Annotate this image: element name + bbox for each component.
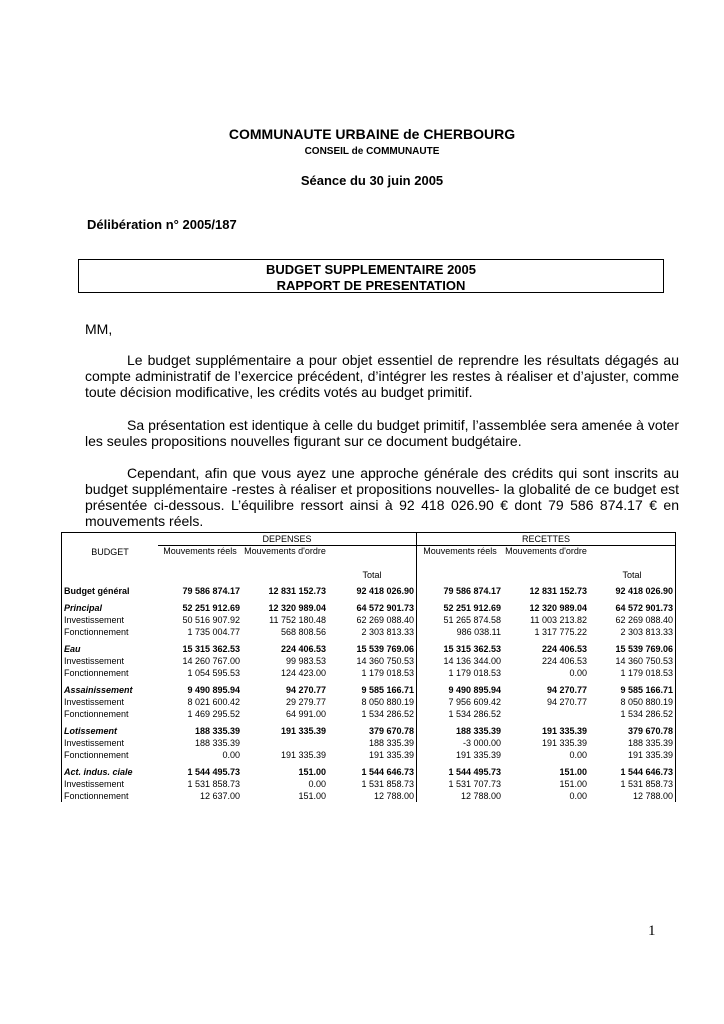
cell-value: 64 572 901.73 [328, 602, 417, 614]
cell-value: 1 531 858.73 [589, 778, 676, 790]
cell-value: 1 469 295.52 [187, 708, 240, 719]
paragraph: Le budget supplémentaire a pour objet essentiel de reprendre les résultats dégagés au compte administratif de l’exercice précédent, d’intégrer les restes à réaliser et d’ajuster, comme toute décision modificative, les crédits votés au budget primitif. [85, 352, 679, 400]
table-row [62, 614, 676, 626]
cell-value: 224 406.53 [280, 643, 326, 654]
row-label: Investissement [62, 696, 159, 708]
cell-value: 0.00 [569, 790, 587, 801]
cell-value: 1 544 495.73 [448, 766, 501, 777]
cell-value: 188 335.39 [328, 737, 417, 749]
recettes-header: RECETTES [417, 533, 676, 546]
cell-value: 14 360 750.53 [589, 655, 676, 667]
cell-value: 188 335.39 [455, 725, 501, 736]
cell-value [503, 708, 589, 720]
col-header: Mouvements d'ordre [244, 546, 326, 556]
table-header-row [62, 533, 676, 546]
table-section-row [62, 766, 676, 778]
budget-table [61, 532, 676, 802]
cell-value: 0.00 [308, 778, 326, 789]
cell-value: 12 320 989.04 [529, 602, 587, 613]
cell-value: 1 317 775.22 [534, 626, 587, 637]
session-date: Séance du 30 juin 2005 [300, 173, 444, 188]
row-label: Eau [62, 643, 159, 655]
cell-value: 9 490 895.94 [448, 684, 501, 695]
title-box [78, 259, 664, 293]
cell-value: 188 335.39 [589, 737, 676, 749]
cell-value: 12 788.00 [460, 790, 501, 801]
cell-value: 1 534 286.52 [589, 708, 676, 720]
paragraph: Cependant, afin que vous ayez une approche générale des crédits qui sont inscrits au budget supplémentaire -restes à réaliser et propositions nouvelles- la globalité de ce budget est présentée ci-dessous. L’équilibre ressort ainsi à 92 418 026.90 € dont 79 586 874.17 € en mouvements réels. [85, 465, 679, 529]
row-label: Investissement [62, 614, 159, 626]
cell-value: 9 490 895.94 [187, 684, 240, 695]
table-row [62, 778, 676, 790]
cell-value: 79 586 874.17 [182, 585, 240, 596]
col-header: Total [328, 546, 417, 580]
cell-value [242, 737, 328, 749]
cell-value: 7 956 609.42 [448, 696, 501, 707]
cell-value: 52 251 912.69 [182, 602, 240, 613]
paragraph: Sa présentation est identique à celle du budget primitif, l’assemblée sera amenée à voter les seules propositions nouvelles figurant sur ce document budgétaire. [85, 417, 679, 449]
cell-value: 11 003 213.82 [530, 614, 587, 625]
cell-value: 1 544 646.73 [328, 766, 417, 778]
cell-value: 224 406.53 [541, 643, 587, 654]
table-row [62, 696, 676, 708]
col-header: Mouvements réels [163, 546, 237, 556]
table-row [62, 655, 676, 667]
table-row [62, 749, 676, 761]
cell-value: -3 000.00 [462, 737, 501, 748]
cell-value: 1 534 286.52 [328, 708, 417, 720]
cell-value: 8 021 600.42 [187, 696, 240, 707]
cell-value: 568 808.56 [280, 626, 326, 637]
table-row [62, 708, 676, 720]
cell-value: 64 572 901.73 [589, 602, 676, 614]
cell-value: 52 251 912.69 [443, 602, 501, 613]
row-label: Investissement [62, 655, 159, 667]
cell-value: 986 038.11 [456, 626, 501, 637]
cell-value: 94 270.77 [546, 684, 587, 695]
deliberation-number: Délibération n° 2005/187 [87, 217, 237, 232]
cell-value: 1 531 858.73 [187, 778, 240, 789]
cell-value: 12 637.00 [199, 790, 240, 801]
cell-value: 51 265 874.58 [443, 614, 501, 625]
cell-value: 1 531 858.73 [328, 778, 417, 790]
table-row [62, 667, 676, 679]
salutation: MM, [85, 321, 113, 337]
table-section-row [62, 643, 676, 655]
table-row [62, 626, 676, 638]
table-section-row [62, 602, 676, 614]
cell-value: 1 179 018.53 [328, 667, 417, 679]
cell-value: 15 539 769.06 [589, 643, 676, 655]
page-number: 1 [648, 923, 656, 939]
cell-value: 1 534 286.52 [448, 708, 501, 719]
cell-value: 99 983.53 [285, 655, 326, 666]
cell-value: 12 831 152.73 [268, 585, 326, 596]
row-label: Act. indus. ciale [62, 766, 159, 778]
cell-value: 124 423.00 [280, 667, 326, 678]
cell-value: 191 335.39 [280, 725, 326, 736]
table-section-row [62, 684, 676, 696]
cell-value: 12 831 152.73 [529, 585, 587, 596]
cell-value: 191 335.39 [541, 725, 587, 736]
cell-value: 15 539 769.06 [328, 643, 417, 655]
cell-value: 188 335.39 [194, 725, 240, 736]
cell-value: 379 670.78 [589, 725, 676, 737]
cell-value: 62 269 088.40 [589, 614, 676, 626]
cell-value: 224 406.53 [541, 655, 587, 666]
title-line-1: BUDGET SUPPLEMENTAIRE 2005 [266, 262, 476, 277]
cell-value: 1 735 004.77 [187, 626, 240, 637]
cell-value: 1 054 595.53 [187, 667, 240, 678]
row-label: Principal [62, 602, 159, 614]
cell-value: 191 335.39 [589, 749, 676, 761]
cell-value: 12 788.00 [328, 790, 417, 802]
cell-value: 191 335.39 [541, 737, 587, 748]
cell-value: 151.00 [559, 766, 587, 777]
cell-value: 2 303 813.33 [328, 626, 417, 638]
table-section-row [62, 725, 676, 737]
cell-value: 29 279.77 [285, 696, 326, 707]
cell-value: 379 670.78 [328, 725, 417, 737]
budget-header: BUDGET [62, 533, 159, 580]
cell-value: 14 260 767.00 [182, 655, 240, 666]
row-label: Investissement [62, 737, 159, 749]
cell-value: 15 315 362.53 [443, 643, 501, 654]
cell-value: 79 586 874.17 [443, 585, 501, 596]
row-label: Assainissement [62, 684, 159, 696]
cell-value: 191 335.39 [455, 749, 501, 760]
col-header: Total [589, 546, 676, 580]
cell-value: 14 360 750.53 [328, 655, 417, 667]
cell-value: 94 270.77 [546, 696, 587, 707]
cell-value: 2 303 813.33 [589, 626, 676, 638]
cell-value: 151.00 [298, 790, 326, 801]
cell-value: 1 179 018.53 [589, 667, 676, 679]
title-line-2: RAPPORT DE PRESENTATION [276, 278, 466, 293]
cell-value: 0.00 [569, 749, 587, 760]
cell-value: 92 418 026.90 [328, 585, 417, 597]
row-label: Budget général [62, 585, 159, 597]
table-row [62, 737, 676, 749]
cell-value: 8 050 880.19 [589, 696, 676, 708]
cell-value: 92 418 026.90 [589, 585, 676, 597]
cell-value: 191 335.39 [328, 749, 417, 761]
row-label: Fonctionnement [62, 790, 159, 802]
cell-value: 9 585 166.71 [589, 684, 676, 696]
cell-value: 12 788.00 [589, 790, 676, 802]
cell-value: 12 320 989.04 [268, 602, 326, 613]
cell-value: 62 269 088.40 [328, 614, 417, 626]
row-label: Lotissement [62, 725, 159, 737]
cell-value: 1 179 018.53 [448, 667, 501, 678]
cell-value: 9 585 166.71 [328, 684, 417, 696]
cell-value: 151.00 [298, 766, 326, 777]
cell-value: 50 516 907.92 [182, 614, 240, 625]
row-label: Investissement [62, 778, 159, 790]
cell-value: 0.00 [569, 667, 587, 678]
row-label: Fonctionnement [62, 708, 159, 720]
cell-value: 64 991.00 [285, 708, 326, 719]
cell-value: 14 136 344.00 [443, 655, 501, 666]
row-label: Fonctionnement [62, 667, 159, 679]
cell-value: 151.00 [559, 778, 587, 789]
organization-title: COMMUNAUTE URBAINE de CHERBOURG [228, 126, 516, 142]
row-label: Fonctionnement [62, 749, 159, 761]
depenses-header: DEPENSES [158, 533, 417, 546]
cell-value: 191 335.39 [280, 749, 326, 760]
cell-value: 1 531 707.73 [448, 778, 501, 789]
cell-value: 1 544 495.73 [187, 766, 240, 777]
cell-value: 15 315 362.53 [182, 643, 240, 654]
table-total-row [62, 585, 676, 597]
col-header: Mouvements d'ordre [505, 546, 587, 556]
col-header: Mouvements réels [423, 546, 497, 556]
council-subtitle: CONSEIL de COMMUNAUTE [304, 146, 440, 157]
cell-value: 0.00 [222, 749, 240, 760]
table-row [62, 790, 676, 802]
cell-value: 8 050 880.19 [328, 696, 417, 708]
cell-value: 94 270.77 [285, 684, 326, 695]
cell-value: 188 335.39 [194, 737, 240, 748]
row-label: Fonctionnement [62, 626, 159, 638]
cell-value: 1 544 646.73 [589, 766, 676, 778]
cell-value: 11 752 180.48 [269, 614, 326, 625]
